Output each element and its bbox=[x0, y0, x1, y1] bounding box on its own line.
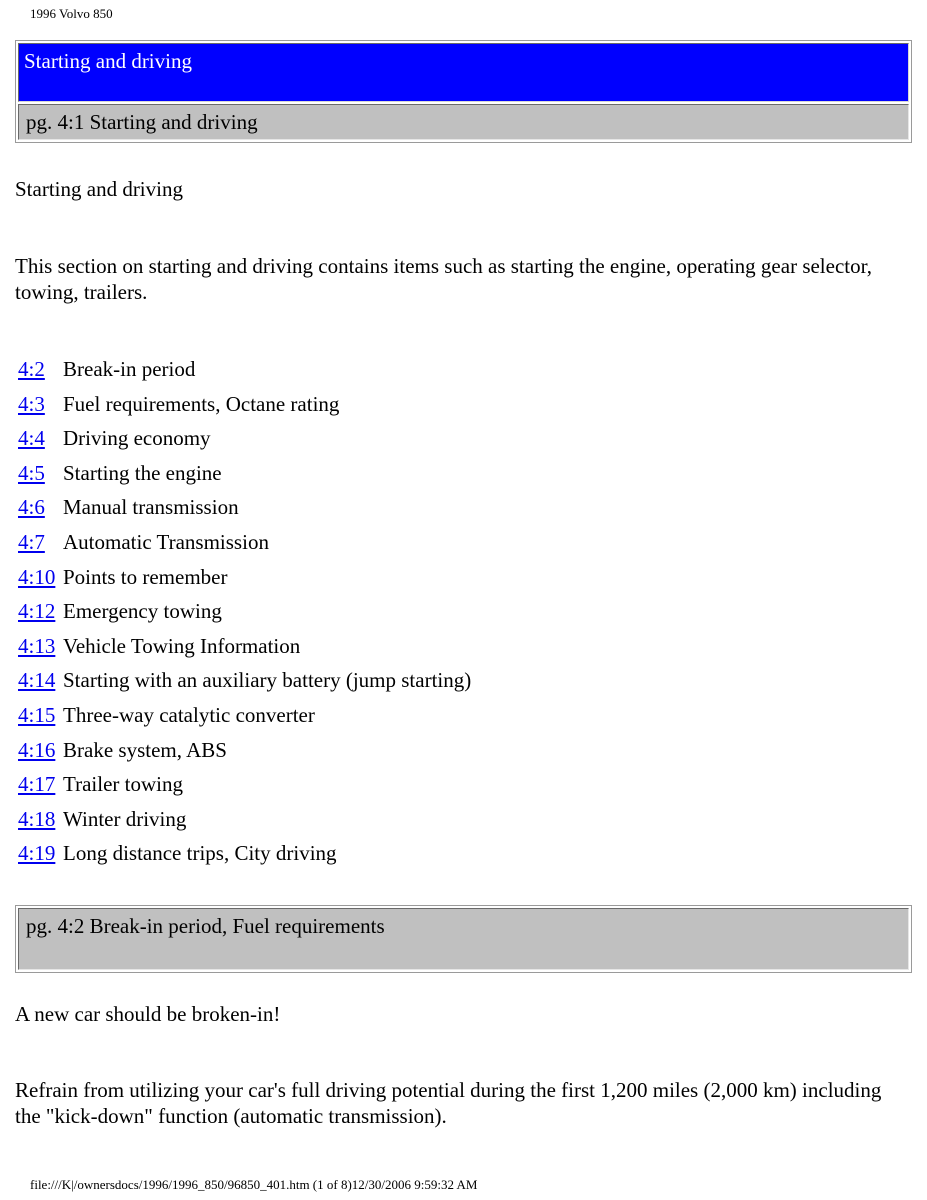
toc-title: Three-way catalytic converter bbox=[63, 702, 315, 727]
toc-title: Break-in period bbox=[63, 357, 196, 381]
toc-item bbox=[18, 392, 471, 427]
breakin-paragraph: Refrain from utilizing your car's full driving potential during the first 1,200 miles (2,000 km) including the "kick-down" function (automatic transmission). bbox=[15, 1078, 882, 1128]
toc-item bbox=[18, 807, 471, 842]
breakin-heading: A new car should be broken-in! bbox=[15, 1002, 281, 1026]
toc-item bbox=[18, 565, 471, 600]
toc-link[interactable]: 4:7 bbox=[18, 529, 45, 554]
toc-link[interactable]: 4:12 bbox=[18, 599, 56, 624]
toc-item bbox=[18, 772, 471, 807]
toc-title: Starting the engine bbox=[63, 460, 222, 485]
toc-link[interactable]: 4:10 bbox=[18, 564, 56, 589]
toc-title: Emergency towing bbox=[63, 599, 222, 624]
toc-link[interactable]: 4:3 bbox=[18, 391, 45, 416]
toc-link[interactable]: 4:2 bbox=[18, 357, 45, 381]
toc-title: Vehicle Towing Information bbox=[63, 633, 301, 658]
section-bar bbox=[15, 905, 912, 973]
toc-title: Manual transmission bbox=[63, 495, 239, 520]
toc-list bbox=[18, 357, 471, 876]
toc-link[interactable]: 4:17 bbox=[18, 772, 56, 797]
toc-title: Driving economy bbox=[63, 426, 211, 451]
toc-item bbox=[18, 357, 471, 392]
toc-item bbox=[18, 495, 471, 530]
toc-link[interactable]: 4:6 bbox=[18, 495, 45, 520]
toc-link[interactable]: 4:4 bbox=[18, 426, 45, 451]
toc-item bbox=[18, 668, 471, 703]
intro-paragraph: This section on starting and driving contains items such as starting the engine, operating gear selector, towing, trailers. bbox=[15, 254, 873, 304]
toc-title: Winter driving bbox=[63, 806, 187, 831]
print-header: 1996 Volvo 850 bbox=[30, 6, 113, 21]
page-label: pg. 4:1 Starting and driving bbox=[18, 104, 909, 140]
toc-link[interactable]: 4:5 bbox=[18, 460, 45, 485]
toc-item bbox=[18, 738, 471, 773]
toc-link[interactable]: 4:19 bbox=[18, 841, 56, 866]
section-heading: Starting and driving bbox=[15, 177, 183, 201]
toc-item bbox=[18, 426, 471, 461]
toc-link[interactable]: 4:14 bbox=[18, 668, 56, 693]
title-bar bbox=[15, 40, 912, 143]
section-page-label: pg. 4:2 Break-in period, Fuel requirements bbox=[18, 908, 909, 970]
toc-item bbox=[18, 461, 471, 496]
toc-item bbox=[18, 530, 471, 565]
toc-title: Long distance trips, City driving bbox=[63, 841, 337, 866]
toc-link[interactable]: 4:15 bbox=[18, 702, 56, 727]
toc-link[interactable]: 4:18 bbox=[18, 806, 56, 831]
toc-title: Brake system, ABS bbox=[63, 737, 227, 762]
toc-title: Automatic Transmission bbox=[63, 529, 269, 554]
toc-item bbox=[18, 703, 471, 738]
page-title: Starting and driving bbox=[18, 43, 909, 102]
toc-link[interactable]: 4:16 bbox=[18, 737, 56, 762]
toc-item bbox=[18, 599, 471, 634]
toc-link[interactable]: 4:13 bbox=[18, 633, 56, 658]
print-footer: file:///K|/ownersdocs/1996/1996_850/96850_401.htm (1 of 8)12/30/2006 9:59:32 AM bbox=[30, 1177, 478, 1192]
toc-title: Trailer towing bbox=[63, 772, 183, 797]
toc-title: Fuel requirements, Octane rating bbox=[63, 391, 340, 416]
toc-item bbox=[18, 634, 471, 669]
toc-title: Starting with an auxiliary battery (jump starting) bbox=[63, 668, 472, 693]
toc-title: Points to remember bbox=[63, 564, 228, 589]
toc-item bbox=[18, 841, 471, 876]
